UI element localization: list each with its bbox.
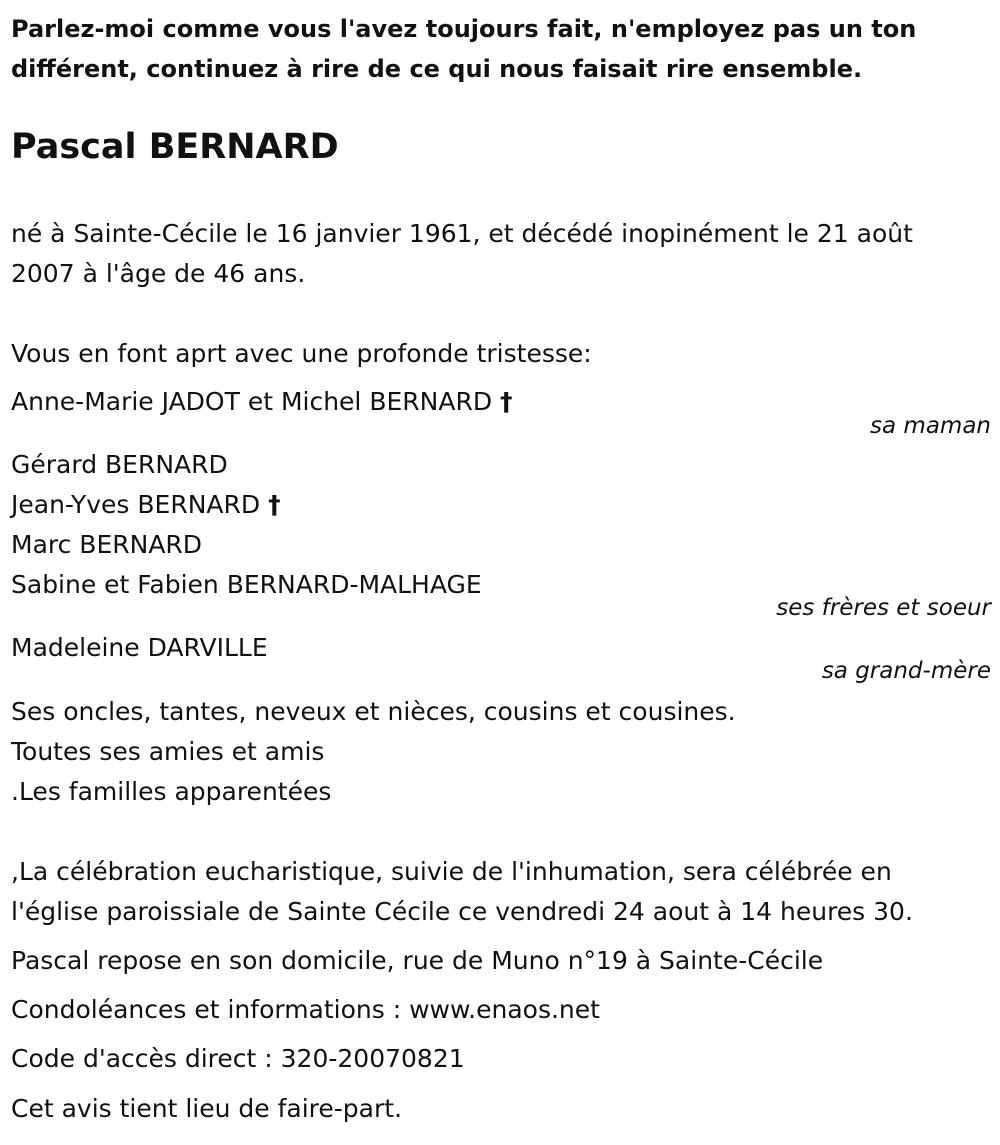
- sibling-name: Jean-Yves BERNARD: [11, 490, 261, 519]
- ceremony-text: ,La célébration eucharistique, suivie de l'inhumation, sera célébrée en l'église paroissiale de Sainte Cécile ce vendredi 24 aout à 14 heures 30.: [11, 857, 913, 926]
- access-code-text: Code d'accès direct : 320-20070821: [11, 1044, 465, 1073]
- extended-family-line: Toutes ses amies et amis: [11, 737, 325, 766]
- extended-family-line: Ses oncles, tantes, neveux et nièces, cousins et cousines.: [11, 697, 736, 726]
- condolences-text: Condoléances et informations : www.enaos.net: [11, 995, 600, 1024]
- grandmother-line: Madeleine DARVILLE: [11, 633, 268, 662]
- sibling-line: Marc BERNARD: [11, 530, 203, 559]
- birth-death-text: né à Sainte-Cécile le 16 janvier 1961, et décédé inopinément le 21 août 2007 à l'âge de 46 ans.: [11, 219, 913, 288]
- mother-line: [11, 382, 513, 422]
- cross-icon: †: [268, 490, 281, 519]
- cross-icon: †: [500, 387, 513, 416]
- sibling-line: [11, 485, 281, 525]
- announcement-intro: Vous en font aprt avec une profonde tristesse:: [11, 339, 592, 368]
- mother-role: sa maman: [870, 413, 991, 439]
- sibling-line: Sabine et Fabien BERNARD-MALHAGE: [11, 570, 482, 599]
- rest-place-text: Pascal repose en son domicile, rue de Muno n°19 à Sainte-Cécile: [11, 946, 824, 975]
- extended-family-line: .Les familles apparentées: [11, 777, 332, 806]
- mother-names: Anne-Marie JADOT et Michel BERNARD: [11, 387, 493, 416]
- epigraph-quote: Parlez-moi comme vous l'avez toujours fait, n'employez pas un ton différent, continuez à rire de ce qui nous faisait rire ensemble.: [11, 15, 917, 83]
- sibling-line: Gérard BERNARD: [11, 450, 228, 479]
- notice-text: Cet avis tient lieu de faire-part.: [11, 1094, 403, 1123]
- deceased-name: Pascal BERNARD: [11, 127, 339, 167]
- grandmother-role: sa grand-mère: [821, 658, 991, 684]
- siblings-role: ses frères et soeur: [776, 595, 991, 621]
